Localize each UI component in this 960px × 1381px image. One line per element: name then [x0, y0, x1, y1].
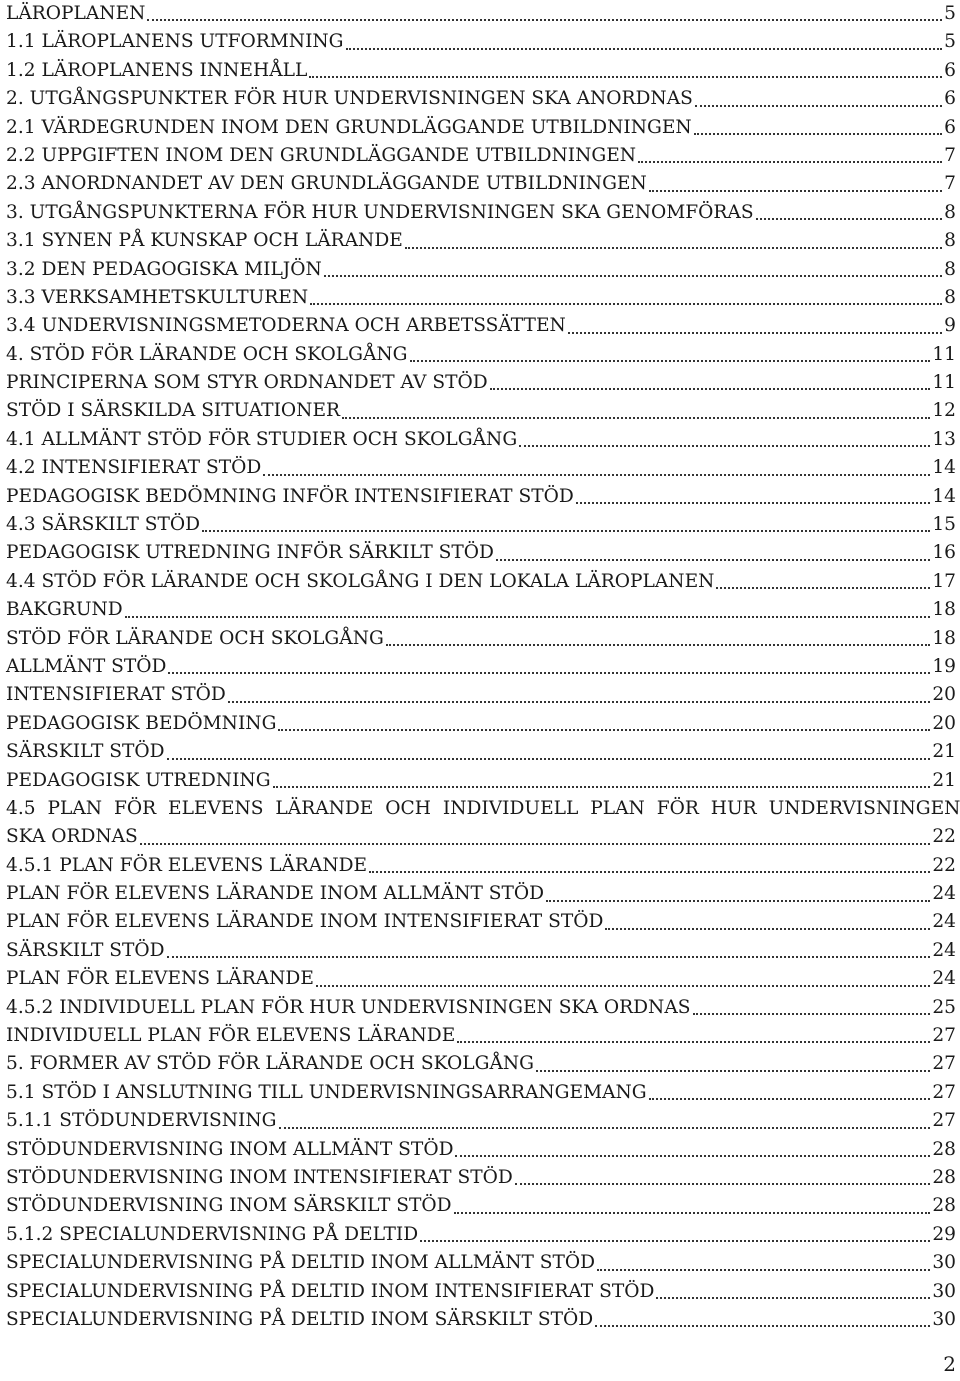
toc-entry-page: 7	[944, 173, 956, 195]
dot-leader	[519, 445, 930, 447]
toc-entry-label: BAKGRUND	[6, 599, 123, 621]
toc-entry-page: 18	[932, 627, 956, 649]
toc-entry-label: PLAN FÖR ELEVENS LÄRANDE	[6, 968, 314, 990]
toc-entry-label: PEDAGOGISK UTREDNING INFÖR SÄRKILT STÖD	[6, 542, 494, 564]
toc-entry-label: PEDAGOGISK BEDÖMNING	[6, 712, 277, 734]
toc-entry-label: STÖD FÖR LÄRANDE OCH SKOLGÅNG	[6, 627, 384, 649]
toc-entry[interactable]	[6, 852, 956, 880]
toc-entry[interactable]	[6, 568, 956, 596]
dot-leader	[125, 616, 931, 618]
toc-entry-label: 4.2 INTENSIFIERAT STÖD	[6, 457, 262, 479]
toc-entry-page: 28	[932, 1138, 956, 1160]
toc-entry-label: SPECIALUNDERVISNING PÅ DELTID INOM SÄRSKILT STÖD	[6, 1308, 594, 1330]
toc-entry-label: INTENSIFIERAT STÖD	[6, 684, 226, 706]
toc-entry[interactable]	[6, 85, 956, 113]
toc-entry[interactable]	[6, 142, 956, 170]
dot-leader	[167, 956, 931, 958]
toc-entry[interactable]	[6, 681, 956, 709]
toc-entry[interactable]	[6, 483, 956, 511]
toc-entry-label: 4.1 ALLMÄNT STÖD FÖR STUDIER OCH SKOLGÅNG	[6, 428, 518, 450]
toc-entry-label: STÖD I SÄRSKILDA SITUATIONER	[6, 400, 341, 422]
dot-leader	[278, 729, 930, 731]
toc-entry-label: STÖDUNDERVISNING INOM ALLMÄNT STÖD	[6, 1138, 454, 1160]
toc-entry-page: 25	[932, 996, 956, 1018]
toc-entry-label: 1.2 LÄROPLANENS INNEHÅLL	[6, 59, 308, 81]
toc-entry-page: 9	[944, 315, 956, 337]
toc-entry-label: SPECIALUNDERVISNING PÅ DELTID INOM ALLMÄNT STÖD	[6, 1252, 596, 1274]
dot-leader	[595, 1325, 930, 1327]
dot-leader	[316, 985, 930, 987]
toc-entry-page: 27	[932, 1053, 956, 1075]
dot-leader	[694, 133, 942, 135]
toc-entry-page: 6	[944, 116, 956, 138]
toc-entry-label: ALLMÄNT STÖD	[6, 655, 167, 677]
dot-leader	[496, 559, 930, 561]
dot-leader	[324, 275, 942, 277]
toc-entry-page: 19	[932, 655, 956, 677]
toc-entry-label: 2.1 VÄRDEGRUNDEN INOM DEN GRUNDLÄGGANDE UTBILDNINGEN	[6, 116, 692, 138]
toc-entry[interactable]	[6, 256, 956, 284]
toc-entry-page: 20	[932, 684, 956, 706]
toc-entry-page: 5	[944, 2, 956, 24]
toc-entry[interactable]	[6, 625, 956, 653]
toc-entry[interactable]	[6, 0, 956, 28]
dot-leader	[536, 1070, 930, 1072]
toc-entry-label: 2.3 ANORDNANDET AV DEN GRUNDLÄGGANDE UTBILDNINGEN	[6, 173, 647, 195]
toc-entry[interactable]	[6, 1136, 956, 1164]
toc-entry-label: 4. STÖD FÖR LÄRANDE OCH SKOLGÅNG	[6, 343, 408, 365]
toc-entry-page: 21	[932, 769, 956, 791]
toc-entry[interactable]	[6, 1079, 956, 1107]
toc-entry-page: 28	[932, 1167, 956, 1188]
toc-entry-page: 22	[932, 854, 956, 876]
dot-leader	[168, 672, 930, 674]
dot-leader	[716, 587, 930, 589]
toc-entry-page: 27	[932, 1025, 956, 1047]
toc-entry-label: 4.5.2 INDIVIDUELL PLAN FÖR HUR UNDERVISNINGEN SKA ORDNAS	[6, 996, 691, 1018]
toc-entry-label: SÄRSKILT STÖD	[6, 939, 165, 961]
toc-entry[interactable]	[6, 1164, 956, 1192]
dot-leader	[228, 701, 931, 703]
dot-leader	[140, 843, 931, 845]
dot-leader	[568, 332, 942, 334]
toc-entry-label: INDIVIDUELL PLAN FÖR ELEVENS LÄRANDE	[6, 1025, 456, 1047]
toc-entry[interactable]	[6, 994, 956, 1022]
dot-leader	[656, 1297, 930, 1299]
dot-leader	[273, 786, 931, 788]
toc-entry-page: 15	[932, 514, 956, 536]
dot-leader	[167, 758, 931, 760]
toc-entry-page: 24	[932, 911, 956, 933]
toc-entry[interactable]	[6, 539, 956, 567]
toc-entry[interactable]	[6, 937, 956, 965]
toc-entry[interactable]	[6, 965, 956, 993]
toc-entry[interactable]	[6, 823, 956, 851]
dot-leader	[546, 900, 930, 902]
toc-entry-label: 2. UTGÅNGSPUNKTER FÖR HUR UNDERVISNINGEN SKA ANORDNAS	[6, 88, 693, 110]
toc-entry[interactable]	[6, 199, 956, 227]
toc-entry-page: 8	[944, 201, 956, 223]
toc-entry[interactable]	[6, 795, 960, 823]
toc-entry-label: 3. UTGÅNGSPUNKTERNA FÖR HUR UNDERVISNINGEN SKA GENOMFÖRAS	[6, 201, 754, 223]
toc-entry-page: 28	[932, 1195, 956, 1217]
toc-entry-label: LÄROPLANEN	[6, 2, 146, 24]
toc-entry[interactable]	[6, 1221, 956, 1249]
toc-entry-label: PLAN FÖR ELEVENS LÄRANDE INOM INTENSIFIERAT STÖD	[6, 911, 604, 933]
toc-entry[interactable]	[6, 738, 956, 766]
toc-entry[interactable]	[6, 596, 956, 624]
toc-entry-label: 4.4 STÖD FÖR LÄRANDE OCH SKOLGÅNG I DEN LOKALA LÄROPLANEN	[6, 570, 715, 592]
table-of-contents	[6, 0, 960, 1334]
toc-entry-page: 11	[932, 343, 956, 365]
toc-entry-label: STÖDUNDERVISNING INOM SÄRSKILT STÖD	[6, 1195, 452, 1217]
toc-entry[interactable]	[6, 1278, 956, 1306]
toc-entry[interactable]	[6, 1306, 956, 1334]
dot-leader	[490, 388, 931, 390]
dot-leader	[346, 48, 943, 50]
dot-leader	[310, 303, 942, 305]
toc-entry-label: 2.2 UPPGIFTEN INOM DEN GRUNDLÄGGANDE UTBILDNINGEN	[6, 144, 637, 166]
toc-entry-page: 27	[932, 1110, 956, 1132]
toc-entry-page: 6	[944, 59, 956, 81]
toc-entry[interactable]	[6, 1022, 956, 1050]
toc-entry[interactable]	[6, 880, 956, 908]
toc-entry-page: 7	[944, 144, 956, 166]
toc-entry-page: 12	[932, 400, 956, 422]
toc-entry-label: 3.2 DEN PEDAGOGISKA MILJÖN	[6, 258, 322, 280]
toc-entry-label: 5. FORMER AV STÖD FÖR LÄRANDE OCH SKOLGÅNG	[6, 1053, 534, 1075]
toc-entry-page: 14	[932, 485, 956, 507]
dot-leader	[649, 190, 942, 192]
toc-entry-label: PRINCIPERNA SOM STYR ORDNANDET AV STÖD	[6, 372, 488, 394]
dot-leader	[147, 19, 942, 21]
toc-entry[interactable]	[6, 57, 956, 85]
toc-entry-label: PEDAGOGISK BEDÖMNING INFÖR INTENSIFIERAT STÖD	[6, 485, 574, 507]
toc-entry-page: 27	[932, 1081, 956, 1103]
dot-leader	[420, 1240, 930, 1242]
toc-entry[interactable]	[6, 1249, 956, 1277]
toc-entry-label: 5.1.1 STÖDUNDERVISNING	[6, 1110, 277, 1132]
toc-entry-label: SKA ORDNAS	[6, 826, 138, 848]
dot-leader	[756, 218, 943, 220]
toc-entry-page: 30	[932, 1280, 956, 1302]
dot-leader	[455, 1155, 930, 1157]
toc-entry[interactable]	[6, 1192, 956, 1220]
toc-entry-label: 3.4 UNDERVISNINGSMETODERNA OCH ARBETSSÄTTEN	[6, 315, 566, 337]
toc-entry-page: 6	[944, 88, 956, 110]
toc-entry-label: 3.3 VERKSAMHETSKULTUREN	[6, 286, 309, 308]
toc-entry[interactable]	[6, 1050, 956, 1078]
toc-entry-label: 4.5 PLAN FÖR ELEVENS LÄRANDE OCH INDIVIDUELL PLAN FÖR HUR UNDERVISNINGEN	[6, 797, 960, 819]
dot-leader	[279, 1127, 931, 1129]
dot-leader	[695, 105, 942, 107]
toc-entry-page: 24	[932, 883, 956, 905]
toc-entry-page: 30	[932, 1252, 956, 1274]
toc-entry[interactable]	[6, 511, 956, 539]
dot-leader	[202, 530, 930, 532]
dot-leader	[410, 360, 931, 362]
toc-entry[interactable]	[6, 710, 956, 738]
toc-entry-page: 24	[932, 968, 956, 990]
dot-leader	[454, 1212, 931, 1214]
toc-entry-page: 29	[932, 1223, 956, 1245]
toc-entry-label: STÖDUNDERVISNING INOM INTENSIFIERAT STÖD	[6, 1167, 513, 1188]
toc-entry-page: 8	[944, 286, 956, 308]
toc-entry-page: 13	[932, 428, 956, 450]
toc-entry-label: 5.1.2 SPECIALUNDERVISNING PÅ DELTID	[6, 1223, 419, 1245]
dot-leader	[457, 1041, 930, 1043]
toc-entry[interactable]	[6, 227, 956, 255]
toc-entry-label: SPECIALUNDERVISNING PÅ DELTID INOM INTENSIFIERAT STÖD	[6, 1280, 655, 1302]
toc-entry[interactable]	[6, 767, 956, 795]
toc-entry-label: 1.1 LÄROPLANENS UTFORMNING	[6, 31, 344, 53]
toc-entry-label: 3.1 SYNEN PÅ KUNSKAP OCH LÄRANDE	[6, 230, 403, 252]
toc-entry-page: 8	[944, 258, 956, 280]
toc-entry-label: 5.1 STÖD I ANSLUTNING TILL UNDERVISNINGSARRANGEMANG	[6, 1081, 647, 1103]
dot-leader	[693, 1013, 931, 1015]
toc-entry[interactable]	[6, 114, 956, 142]
toc-entry[interactable]	[6, 28, 956, 56]
dot-leader	[649, 1098, 931, 1100]
toc-entry-page: 14	[932, 457, 956, 479]
page-number: 2	[943, 1352, 956, 1376]
dot-leader	[576, 502, 931, 504]
toc-entry-page: 18	[932, 599, 956, 621]
toc-entry[interactable]	[6, 426, 956, 454]
toc-entry[interactable]	[6, 369, 956, 397]
toc-entry[interactable]	[6, 454, 956, 482]
dot-leader	[638, 161, 942, 163]
toc-entry[interactable]	[6, 653, 956, 681]
dot-leader	[263, 474, 930, 476]
toc-entry[interactable]	[6, 397, 956, 425]
toc-entry-label: 4.5.1 PLAN FÖR ELEVENS LÄRANDE	[6, 854, 368, 876]
dot-leader	[369, 871, 930, 873]
dot-leader	[386, 644, 930, 646]
toc-entry-page: 20	[932, 712, 956, 734]
toc-entry-page: 11	[932, 372, 956, 394]
dot-leader	[342, 417, 930, 419]
toc-entry-label: PLAN FÖR ELEVENS LÄRANDE INOM ALLMÄNT STÖD	[6, 883, 545, 905]
toc-entry[interactable]	[6, 170, 956, 198]
toc-entry-page: 16	[932, 542, 956, 564]
dot-leader	[605, 928, 930, 930]
toc-entry-page: 21	[932, 741, 956, 763]
dot-leader	[405, 247, 942, 249]
dot-leader	[597, 1269, 930, 1271]
toc-entry-page: 8	[944, 230, 956, 252]
toc-entry-page: 30	[932, 1308, 956, 1330]
toc-entry[interactable]	[6, 909, 956, 937]
toc-entry-page: 17	[932, 570, 956, 592]
toc-entry-label: PEDAGOGISK UTREDNING	[6, 769, 271, 791]
toc-entry[interactable]	[6, 312, 956, 340]
dot-leader	[515, 1183, 931, 1185]
toc-entry[interactable]	[6, 284, 956, 312]
toc-entry-page: 24	[932, 939, 956, 961]
toc-entry-label: 4.3 SÄRSKILT STÖD	[6, 514, 201, 536]
toc-entry-page: 22	[932, 826, 956, 848]
toc-entry-page: 5	[944, 31, 956, 53]
toc-entry[interactable]	[6, 341, 956, 369]
toc-entry-label: SÄRSKILT STÖD	[6, 741, 165, 763]
dot-leader	[309, 76, 942, 78]
toc-entry[interactable]	[6, 1107, 956, 1135]
